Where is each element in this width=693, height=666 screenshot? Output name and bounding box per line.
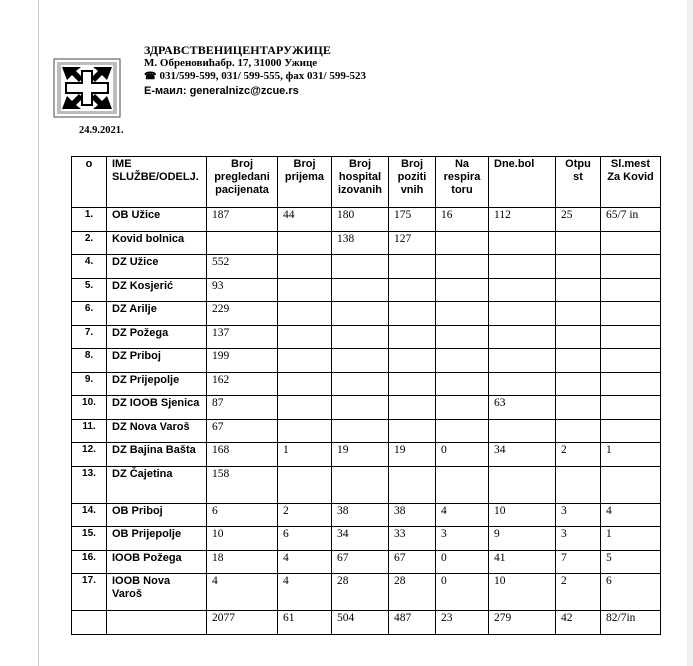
table-cell-name: OB Užice xyxy=(107,208,207,232)
table-cell-name: IOOB Nova Varoš xyxy=(107,574,207,611)
table-cell-c4 xyxy=(389,466,436,503)
table-cell-name: DZ Kosjerić xyxy=(107,278,207,302)
table-cell-c2: 4 xyxy=(278,574,332,611)
table-cell-name: DZ Nova Varoš xyxy=(107,419,207,443)
table-cell-c3: 38 xyxy=(332,503,389,527)
table-cell-c1: 162 xyxy=(207,372,278,396)
table-cell-c5: 0 xyxy=(436,550,489,574)
header-cell: o xyxy=(72,157,107,208)
table-cell-c6: 9 xyxy=(489,527,556,551)
table-cell-c5 xyxy=(436,466,489,503)
table-cell-c2 xyxy=(278,372,332,396)
table-cell-c8: 65/7 in xyxy=(601,208,661,232)
table-cell-c8 xyxy=(601,396,661,420)
table-cell-c1: 2077 xyxy=(207,611,278,635)
table-cell-c4 xyxy=(389,419,436,443)
table-cell-no: 7. xyxy=(72,325,107,349)
table-cell-c5 xyxy=(436,349,489,373)
table-row xyxy=(72,372,661,396)
table-cell-c8: 6 xyxy=(601,574,661,611)
table-cell-c8 xyxy=(601,349,661,373)
table-cell-c5: 16 xyxy=(436,208,489,232)
table-cell-no: 10. xyxy=(72,396,107,420)
header-cell: Sl.mest Za Kovid xyxy=(601,157,661,208)
institution-name: ЗДРАВСТВЕНИЦЕНТАРУЖИЦЕ xyxy=(144,43,331,57)
table-cell-c3 xyxy=(332,325,389,349)
table-cell-c7: 3 xyxy=(556,527,601,551)
institution-phone: 031/599-599, 031/ 599-555, фах 031/ 599-523 xyxy=(159,70,366,82)
table-cell-no: 15. xyxy=(72,527,107,551)
table-row xyxy=(72,302,661,326)
table-cell-name: DZ Priboj xyxy=(107,349,207,373)
table-cell-c2: 61 xyxy=(278,611,332,635)
table-cell-c8 xyxy=(601,231,661,255)
table-cell-c5 xyxy=(436,419,489,443)
table-cell-c2 xyxy=(278,231,332,255)
table-cell-c6 xyxy=(489,325,556,349)
table-cell-c4 xyxy=(389,349,436,373)
table-cell-no: 12. xyxy=(72,443,107,467)
table-cell-name: DZ Prijepolje xyxy=(107,372,207,396)
table-cell-c2: 4 xyxy=(278,550,332,574)
table-cell-no: 6. xyxy=(72,302,107,326)
covid-report-table xyxy=(71,156,661,635)
table-cell-c4: 19 xyxy=(389,443,436,467)
table-row xyxy=(72,527,661,551)
table-row xyxy=(72,466,661,503)
table-cell-c3: 28 xyxy=(332,574,389,611)
table-cell-c1: 137 xyxy=(207,325,278,349)
table-cell-name: OB Priboj xyxy=(107,503,207,527)
table-cell-no: 16. xyxy=(72,550,107,574)
table-cell-c1: 6 xyxy=(207,503,278,527)
table-cell-c6 xyxy=(489,419,556,443)
table-cell-c1: 18 xyxy=(207,550,278,574)
table-cell-c2 xyxy=(278,396,332,420)
table-row xyxy=(72,208,661,232)
table-cell-c1: 4 xyxy=(207,574,278,611)
table-cell-c7 xyxy=(556,419,601,443)
table-cell-c7: 7 xyxy=(556,550,601,574)
table-cell-c8: 4 xyxy=(601,503,661,527)
table-cell-no: 14. xyxy=(72,503,107,527)
table-cell-c3: 34 xyxy=(332,527,389,551)
table-cell-no: 17. xyxy=(72,574,107,611)
table-cell-c2: 44 xyxy=(278,208,332,232)
table-cell-c2 xyxy=(278,325,332,349)
table-cell-c5 xyxy=(436,325,489,349)
header-cell: Broj hospital izovanih xyxy=(332,157,389,208)
table-cell-c7 xyxy=(556,325,601,349)
table-cell-c7 xyxy=(556,396,601,420)
table-cell-c7: 3 xyxy=(556,503,601,527)
table-cell-name: DZ Čajetina xyxy=(107,466,207,503)
table-cell-no: 5. xyxy=(72,278,107,302)
table-cell-c8: 1 xyxy=(601,527,661,551)
table-cell-name: DZ Arilje xyxy=(107,302,207,326)
table-cell-c6: 34 xyxy=(489,443,556,467)
table-cell-c3 xyxy=(332,278,389,302)
table-row xyxy=(72,349,661,373)
table-cell-c4: 33 xyxy=(389,527,436,551)
table-cell-c5: 23 xyxy=(436,611,489,635)
table-cell-c1: 93 xyxy=(207,278,278,302)
table-cell-c7 xyxy=(556,349,601,373)
report-date: 24.9.2021. xyxy=(79,125,124,136)
table-cell-c5 xyxy=(436,255,489,279)
header-cell: Broj prijema xyxy=(278,157,332,208)
table-cell-c7 xyxy=(556,255,601,279)
table-cell-c1: 10 xyxy=(207,527,278,551)
table-cell-c5 xyxy=(436,372,489,396)
table-cell-c3: 138 xyxy=(332,231,389,255)
table-cell-c6: 112 xyxy=(489,208,556,232)
table-cell-c1: 168 xyxy=(207,443,278,467)
table-cell-c5 xyxy=(436,231,489,255)
table-cell-c2: 1 xyxy=(278,443,332,467)
table-cell-c7 xyxy=(556,372,601,396)
table-cell-c7 xyxy=(556,302,601,326)
table-row xyxy=(72,503,661,527)
table-cell-c8 xyxy=(601,255,661,279)
table-cell-c1 xyxy=(207,231,278,255)
header-cell: IME SLUŽBE/ODELJ. xyxy=(107,157,207,208)
table-cell-c5: 0 xyxy=(436,443,489,467)
institution-header xyxy=(144,44,366,99)
table-cell-c6 xyxy=(489,278,556,302)
table-cell-c4: 487 xyxy=(389,611,436,635)
table-cell-c3: 67 xyxy=(332,550,389,574)
table-cell-c6: 63 xyxy=(489,396,556,420)
table-row xyxy=(72,396,661,420)
table-cell-no: 11. xyxy=(72,419,107,443)
table-cell-c8 xyxy=(601,302,661,326)
table-row xyxy=(72,443,661,467)
table-cell-c4 xyxy=(389,372,436,396)
table-cell-c4: 175 xyxy=(389,208,436,232)
institution-address: М. Обреновићабр. 17, 31000 Ужице xyxy=(144,57,318,69)
table-cell-c7 xyxy=(556,231,601,255)
table-cell-c6: 10 xyxy=(489,574,556,611)
table-cell-c5: 0 xyxy=(436,574,489,611)
medical-cross-logo xyxy=(53,58,121,118)
header-cell: Na respira toru xyxy=(436,157,489,208)
table-cell-c5: 3 xyxy=(436,527,489,551)
table-cell-c7: 2 xyxy=(556,574,601,611)
table-cell-c1: 199 xyxy=(207,349,278,373)
table-cell-c1: 158 xyxy=(207,466,278,503)
table-cell-c4: 127 xyxy=(389,231,436,255)
window-edge xyxy=(687,0,693,666)
table-cell-c4 xyxy=(389,325,436,349)
table-cell-c2 xyxy=(278,302,332,326)
table-cell-name: OB Prijepolje xyxy=(107,527,207,551)
table-row xyxy=(72,255,661,279)
header-cell: Otpu st xyxy=(556,157,601,208)
table-cell-c6 xyxy=(489,372,556,396)
table-cell-c3: 19 xyxy=(332,443,389,467)
table-cell-c6 xyxy=(489,349,556,373)
table-cell-c2: 6 xyxy=(278,527,332,551)
table-cell-c2 xyxy=(278,419,332,443)
table-cell-c3 xyxy=(332,396,389,420)
table-cell-c1: 67 xyxy=(207,419,278,443)
table-cell-c8 xyxy=(601,419,661,443)
table-cell-c6 xyxy=(489,231,556,255)
table-cell-c4 xyxy=(389,302,436,326)
table-cell-c6 xyxy=(489,466,556,503)
header-cell: Dne.bol xyxy=(489,157,556,208)
table-cell-c4 xyxy=(389,278,436,302)
table-cell-c7 xyxy=(556,278,601,302)
table-cell-c6 xyxy=(489,255,556,279)
table-cell-no xyxy=(72,611,107,635)
table-cell-c7 xyxy=(556,466,601,503)
table-cell-c1: 87 xyxy=(207,396,278,420)
table-row xyxy=(72,278,661,302)
table-row xyxy=(72,325,661,349)
table-cell-c5 xyxy=(436,278,489,302)
table-cell-c8 xyxy=(601,466,661,503)
table-row xyxy=(72,574,661,611)
table-cell-no: 2. xyxy=(72,231,107,255)
table-cell-name: DZ Bajina Bašta xyxy=(107,443,207,467)
header-cell: Broj pregledani pacijenata xyxy=(207,157,278,208)
table-cell-name: DZ Užice xyxy=(107,255,207,279)
table-cell-c7: 25 xyxy=(556,208,601,232)
table-cell-c2 xyxy=(278,278,332,302)
table-cell-c6 xyxy=(489,302,556,326)
table-cell-c8: 82/7in xyxy=(601,611,661,635)
table-header-row xyxy=(72,157,661,208)
table-cell-c3 xyxy=(332,466,389,503)
table-cell-no: 13. xyxy=(72,466,107,503)
table-cell-name: DZ IOOB Sjenica xyxy=(107,396,207,420)
table-cell-c4 xyxy=(389,255,436,279)
table-cell-c3 xyxy=(332,372,389,396)
table-cell-c8: 1 xyxy=(601,443,661,467)
table-cell-c8 xyxy=(601,372,661,396)
table-cell-c5: 4 xyxy=(436,503,489,527)
table-cell-c6: 279 xyxy=(489,611,556,635)
table-cell-c3: 504 xyxy=(332,611,389,635)
table-cell-no: 4. xyxy=(72,255,107,279)
table-row xyxy=(72,419,661,443)
table-row xyxy=(72,231,661,255)
table-cell-c2 xyxy=(278,466,332,503)
table-cell-c6: 41 xyxy=(489,550,556,574)
table-cell-no: 9. xyxy=(72,372,107,396)
table-row xyxy=(72,611,661,635)
table-cell-c5 xyxy=(436,396,489,420)
table-cell-name xyxy=(107,611,207,635)
table-cell-c1: 229 xyxy=(207,302,278,326)
institution-email: E-маил: generalnizc@zcue.rs xyxy=(144,85,299,97)
table-cell-c4: 67 xyxy=(389,550,436,574)
table-cell-c5 xyxy=(436,302,489,326)
table-cell-c8 xyxy=(601,278,661,302)
table-cell-c4: 38 xyxy=(389,503,436,527)
table-cell-c3: 180 xyxy=(332,208,389,232)
table-cell-c1: 187 xyxy=(207,208,278,232)
table-cell-no: 1. xyxy=(72,208,107,232)
table-cell-c3 xyxy=(332,419,389,443)
table-cell-name: Kovid bolnica xyxy=(107,231,207,255)
institution-phone-line xyxy=(144,70,366,83)
table-cell-name: DZ Požega xyxy=(107,325,207,349)
table-cell-c4 xyxy=(389,396,436,420)
table-cell-c6: 10 xyxy=(489,503,556,527)
table-cell-no: 8. xyxy=(72,349,107,373)
table-cell-c2 xyxy=(278,349,332,373)
table-cell-c3 xyxy=(332,255,389,279)
table-cell-c2: 2 xyxy=(278,503,332,527)
table-row xyxy=(72,550,661,574)
table-cell-c4: 28 xyxy=(389,574,436,611)
table-cell-c7: 42 xyxy=(556,611,601,635)
table-cell-c2 xyxy=(278,255,332,279)
table-cell-name: IOOB Požega xyxy=(107,550,207,574)
table-cell-c8 xyxy=(601,325,661,349)
table-cell-c3 xyxy=(332,349,389,373)
table-cell-c7: 2 xyxy=(556,443,601,467)
table-cell-c3 xyxy=(332,302,389,326)
header-cell: Broj poziti vnih xyxy=(389,157,436,208)
table-cell-c8: 5 xyxy=(601,550,661,574)
phone-icon: ☎ xyxy=(144,71,157,82)
table-cell-c1: 552 xyxy=(207,255,278,279)
